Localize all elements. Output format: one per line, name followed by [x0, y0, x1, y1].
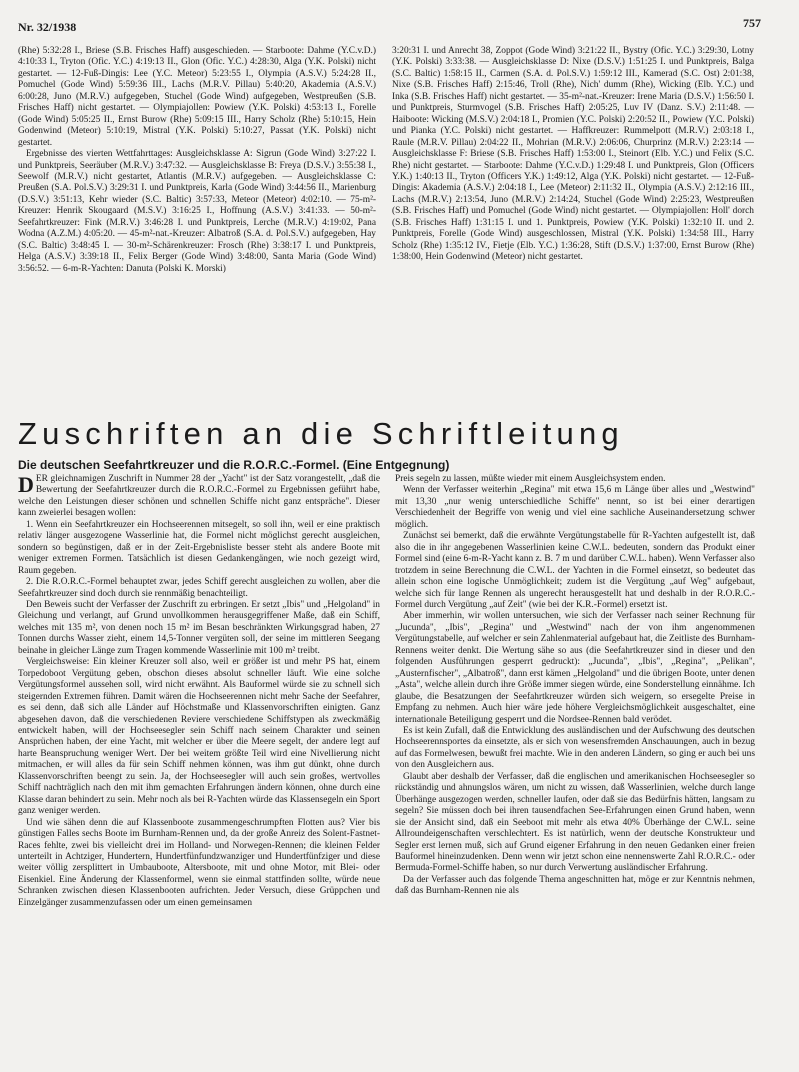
article-paragraph: 2. Die R.O.R.C.-Formel behauptet zwar, jedes Schiff gerecht ausgleichen zu wollen, aber die Seefahrtkreuzer sind doch durch sie rennmäßig benachteiligt.	[18, 577, 380, 599]
race-results-right-column	[392, 46, 754, 442]
article-paragraph: Aber immerhin, wir wollen untersuchen, wie sich der Verfasser nach seiner Rechnung für „Jucunda", „Ibis", „Regina" und „Westwind" nach der von ihm angenommenen Vergütungstabelle, auf welcher er sein Zahlenmaterial aufgebaut hat, die Zeitliste des Burnham-Rennens weiter denkt. Die Wertung sähe so aus (die Seefahrtkreuzer sind in dieser und den folgenden Ausführungen gesperrt gedruckt): „Jucunda", „Ibis", „Regina", „Pelikan", „Austernfischer", „Albatroß", dann erst kämen „Helgoland" und die übrigen Boote, unter denen „Asta", welche allein durch ihre Größe immer siegen würde, eine Sonderstellung einnähme. Ich glaube, die Besatzungen der Seefahrtkreuzer würden sich weigern, so ersegelte Preise in Empfang zu nehmen. Auch hier wäre jede höhere Vergleichsmöglichkeit ausgeschaltet, eine internationale Beteiligung gesperrt und die Nordsee-Rennen bald verödet.	[395, 611, 755, 725]
race-results-left-column	[18, 46, 376, 442]
article-paragraph: Zunächst sei bemerkt, daß die erwähnte Vergütungstabelle für R-Yachten aufgestellt ist, daß also die in ihr angegebenen Wasserlinien keine C.W.L. bedeuten, sondern das Produkt einer Formel sind (eine 6-m-R-Yacht kann z. B. 7 m und darüber C.W.L. haben). Wenn Verfasser also trotzdem in seine Berechnung die C.W.L. der Yachten in die Formel einsetzt, so bedeutet das allein schon eine logische Unmöglichkeit; zudem ist die Vergütung „auf Weg" aufgebaut, welche sich für lange Rennen als ungerecht herausgestellt hat und deshalb in der R.O.R.C.-Formel durch Vergütung „auf Zeit" (wie bei der K.R.-Formel) ersetzt ist.	[395, 531, 755, 610]
article-paragraph: Und wie sähen denn die auf Klassenboote zusammengeschrumpften Flotten aus? Vier bis günstigen Falles sechs Boote im Burnham-Rennen und, da der große Anreiz des Solent-Fastnet-Races fehlte, zwei bis vielleicht drei im Holland- und Norwegen-Rennen; die kleinen Felder unterteilt in Achtziger, Hundertern, Hundertfünfundzwanziger und Hundertfünfziger und diese weiter völlig zersplittert in Umbauboote, Altersboote, mit und ohne Motor, mit Blei- oder Eisenkiel. Eine Änderung der Klassenformel, wenn sie einmal stattfinden sollte, würde neue Schranken zwischen diesen Klassenbooten aufrichten. Jeder Versuch, diese Grüppchen und Einzelgänger zusammenzufassen oder um einen gemeinsamen	[18, 817, 380, 908]
results-paragraph: (Rhe) 5:32:28 I., Briese (S.B. Frisches Haff) ausgeschieden. — Starboote: Dahme (Y.C.v.D.) 4:10:33 I., Tryton (Ofic. Y.C.) 4:19:13 II., Glon (Ofic. Y.C.) 4:28:30, Alga (Y.K. Polski) nicht gestartet. — 12-Fuß-Dingis: Lee (Y.C. Meteor) 5:23:55 I., Olympia (A.S.V.) 5:24:28 II., Pomuchel (Gode Wind) 5:59:36 III., Lachs (M.R.V. Pillau) 5:40:20, Akademia (A.S.V.) 6:00:28, Juno (M.R.V.) aufgegeben, Stuchel (Gode Wind) aufgegeben, Westpreußen (S.B. Frisches Haff) nicht gestartet. — Olympiajollen: Powiew (Y.K. Polski) 4:53:13 I., Forelle (Gode Wind) 5:05:25 II., Ernst Burow (Rhe) 5:09:15 III., Harry Scholz (Rhe) 5:10:15, Hein Godenwind (Meteor) 5:10:19, Mistral (Y.K. Polski) 5:10:27, Passat (Y.K. Polski) nicht gestartet.	[18, 46, 376, 148]
results-paragraph: 3:20:31 I. und Anrecht 38, Zoppot (Gode Wind) 3:21:22 II., Bystry (Ofic. Y.C.) 3:29:30, Lotny (Y.K. Polski) 3:33:38. — Ausgleichsklasse D: Nixe (D.S.V.) 1:51:25 I. und Punktpreis, Balga (S.C. Baltic) 1:58:15 II., Carmen (S.A. d. Pol.S.V.) 1:59:12 III., Kamerad (S.C. Ost) 2:01:38, Nixe (S.B. Frisches Haff) 2:15:46, Troll (Rhe), Nich' dumm (Rhe), Wicking (Elb. Y.C.) und Inka (S.B. Frisches Haff) nicht gestartet. — 35-m²-nat.-Kreuzer: Irene Maria (D.S.V.) 1:56:50 I. und Punktpreis, Sturmvogel (S.B. Frisches Haff) 2:05:25, Luv IV (Danz. S.V.) 2:11:48. — Haiboote: Wicking (M.S.V.) 2:04:18 I., Promien (Y.C. Polski) 2:20:52 II., Powiew (Y.C. Polski) und Pianka (Y.C. Polski) nicht gestartet. — Haffkreuzer: Rummelpott (M.R.V.) 2:03:18 I., Raule (M.R.V. Pillau) 2:04:22 II., Mohrian (M.R.V.) 2:06:06, Churprinz (M.R.V.) 2:23:14 — Ausgleichsklasse F: Briese (S.B. Frisches Haff) 1:53:00 I., Steinort (Elb. Y.C.) und Felix (S.C. Rhe) nicht gestartet. — Starboote: Dahme (Y.C.v.D.) 1:29:48 I. und Punktpreis, Glon (Officers Y.K.) 1:40:13 II., Tryton (Officers Y.K.) 1:49:12, Alga (Y.K. Polski) nicht gestartet. — 12-Fuß-Dingis: Akademia (A.S.V.) 2:04:18 I., Lee (Meteor) 2:11:32 II., Olympia (A.S.V.) 2:12:16 III., Lachs (M.R.V.) 2:13:54, Juno (M.R.V.) 2:14:24, Stuchel (Gode Wind) 2:25:23, Westpreußen (S.B. Frisches Haff) und Pomuchel (Gode Wind) nicht gestartet. — Olympiajollen: Holl' dorch (S.B. Frisches Haff) 1:31:15 I. und 1. Punktpreis, Powiew (Y.K. Polski) 1:32:10 II. und 2. Punktpreis, Forelle (Gode Wind) ausgeschlossen, Mistral (Y.K. Polski) 1:34:58 III., Harry Scholz (Rhe) 1:35:12 IV., Fietje (Elb. Y.C.) 1:36:28, Stift (D.S.V.) 1:37:00, Ernst Burow (Rhe) 1:38:00, Hein Godenwind (Meteor) nicht gestartet.	[392, 46, 754, 263]
article-left-column	[18, 474, 380, 1064]
drop-cap: D	[18, 474, 34, 497]
article-paragraph: Preis segeln zu lassen, müßte wieder mit einem Ausgleichsystem enden.	[395, 474, 666, 484]
article-paragraph	[18, 474, 380, 520]
article-paragraph: Wenn der Verfasser weiterhin „Regina" mit etwa 15,6 m Länge über alles und „Westwind" mit 13,30 „nur wenig unterschiedliche Schiffe" nennt, so ist bei einer derartigen Verschiedenheit der Begriffe von wenig und viel eine sachliche Auseinandersetzung schwer möglich.	[395, 485, 755, 530]
article-paragraph: Vergleichsweise: Ein kleiner Kreuzer soll also, weil er größer ist und mehr PS hat, einem Torpedoboot Vergütung geben, obschon dieses absolut schneller läuft. Wie eine solche Vergütungsformel aussehen soll, wird nicht erwähnt. Als Bauformel würde sie zu schnell sich steigernden Extremen führen. Damit wären die Hochseerennen nicht mehr Sache der Seefahrer, es sei denn, daß sich alle Länder auf Höchstmaße und Klassenvorschriften einigten. Ganz abgesehen davon, daß die verschiedenen Reviere verschiedene Schiffstypen als zweckmäßig entwickelt haben, will der Hochseesegler sein Schiff nach seinem Charakter und seinen Ansprüchen haben, der eine Yacht, mit welcher er über die Meere segelt, der andere legt auf harte Beanspruchung weniger Wert. Der bei weitem größte Teil wird eine Nivellierung nicht mitmachen, er will alles da für sein Schiff nehmen können, was ihm gut dünkt, ohne durch Klassenvorschriften beengt zu sein. Ja, der Hochseesegler will auch sein großes, wertvolles Schiff nachträglich nach den mit ihm gemachten Erfahrungen ändern können, ohne durch eine Klasse daran behindert zu sein. Mehr noch als bei R-Yachten würde das Klassensegeln ein Sport ganz weniger werden.	[18, 657, 380, 817]
article-paragraph: Den Beweis sucht der Verfasser der Zuschrift zu erbringen. Er setzt „Ibis" und „Helgoland" in Gleichung und verlangt, auf Grund unvollkommen herausgegriffener Maße, daß ein Schiff, welches mit 135 m², von denen noch 15 m² im Besan beschränkten Wirkungsgrad haben, 27 Tonnen durchs Wasser zieht, einem 14,5-Tonner vergüten soll, der seine im mittleren Seegang beinahe in gleicher Länge zum Tragen kommende Wasserlinie mit 100 m² treibt.	[18, 599, 380, 656]
article-paragraph: Es ist kein Zufall, daß die Entwicklung des ausländischen und der Aufschwung des deutschen Hochseerennsportes da einsetzte, als er sich von wesensfremden Anschauungen, auch in bezug auf das Formelwesen, bewußt frei machte. Wie in den anderen Ländern, so ging er auch bei uns von den Ausgleichern aus.	[395, 725, 755, 771]
issue-number: Nr. 32/1938	[18, 20, 77, 34]
article-subtitle: Die deutschen Seefahrtkreuzer und die R.O.R.C.-Formel. (Eine Entgegnung)	[18, 458, 450, 472]
article-right-column	[395, 474, 755, 1064]
article-paragraph: 1. Wenn ein Seefahrtkreuzer ein Hochseerennen mitsegelt, so soll ihn, weil er eine praktisch relativ länger ausgezogene Wasserlinie hat, die Formel nicht möglichst gerecht ausgleichen, sondern so begünstigen, daß er in der Zeit-Ergebnisliste besser steht als andere Boote mit weniger extremen Formen. Tatsächlich ist diesen Gedankengängen, wie noch gezeigt wird, Raum gegeben.	[18, 519, 380, 576]
article-paragraph: Da der Verfasser auch das folgende Thema angeschnitten hat, möge er zur Kenntnis nehmen, daß das Burnham-Rennen nie als	[395, 874, 755, 897]
section-title: Zuschriften an die Schriftleitung	[18, 416, 624, 451]
page-number: 757	[743, 16, 761, 30]
article-paragraph: Glaubt aber deshalb der Verfasser, daß die englischen und amerikanischen Hochseesegler so rückständig und ahnungslos wären, um nicht zu wissen, daß Wasserlinien, welche durch lange Überhänge ausgezogen werden, schneller laufen, oder daß sie das Bedürfnis hätten, langsam zu segeln? Sie müssen doch bei ihren tausendfachen See-Erfahrungen einen Grund haben, wenn sie der Ansicht sind, daß ein Seeboot mit mehr als etwa 40% Überhänge der C.W.L. seine Allroundeigenschaften verschlechtert. Es ist natürlich, wenn der deutsche Konstrukteur und Segler erst lernen muß, sich auf Grund eigener Erfahrung in den neuen Gedanken einer freien Bauformel hineinzudenken. Denn wenn wir jetzt schon eine nennenswerte Zahl R.O.R.C.- oder Bermuda-Formel-Schiffe haben, so nur durch Verwertung ausländischer Erfahrung.	[395, 771, 755, 874]
article-lead-text: ER gleichnamigen Zuschrift in Nummer 28 der „Yacht" ist der Satz vorangestellt, „daß die Bewertung der Seefahrtkreuzer durch die R.O.R.C.-Formel zu Ergebnissen geführt habe, welche den Leistungen dieser schönen und schnellen Schiffe nicht ganz entspräche". Dieser kann zweierlei besagen wollen:	[18, 474, 380, 519]
results-paragraph: Ergebnisse des vierten Wettfahrttages: Ausgleichsklasse A: Sigrun (Gode Wind) 3:27:22 I. und Punktpreis, Seeräuber (M.R.V.) 3:47:32. — Ausgleichsklasse B: Freya (D.S.V.) 3:55:38 I., Seewolf (M.R.V.) nicht gestartet, Atlantis (M.R.V.) aufgegeben. — Ausgleichsklasse C: Preußen (S.A. Pol.S.V.) 3:29:31 I. und Punktpreis, Karla (Gode Wind) 3:44:56 II., Marienburg (D.S.V.) 3:51:13, Kehr wieder (S.C. Baltic) 3:57:33, Meteor (Meteor) 4:02:10. — 75-m²-Kreuzer: Henrik Skougaard (M.S.V.) 3:16:25 I., Hoffnung (A.S.V.) 3:41:33. — 50-m²-Seefahrtkreuzer: Fink (M.R.V.) 3:46:28 I. und Punktpreis, Lerche (M.R.V.) 4:19:02, Pana Wodna (A.Z.M.) 4:05:20. — 45-m²-nat.-Kreuzer: Albatroß (S.A. d. Pol.S.V.) aufgegeben, Hay (S.C. Baltic) 3:48:45 I. — 30-m²-Schärenkreuzer: Frosch (Rhe) 3:38:17 I. und Punktpreis, Helga (A.S.V.) 3:39:18 II., Felix Berger (Gode Wind) 3:48:00, Santa Maria (Gode Wind) 3:56:52. — 6-m-R-Yachten: Danuta (Polski K. Morski)	[18, 149, 376, 274]
